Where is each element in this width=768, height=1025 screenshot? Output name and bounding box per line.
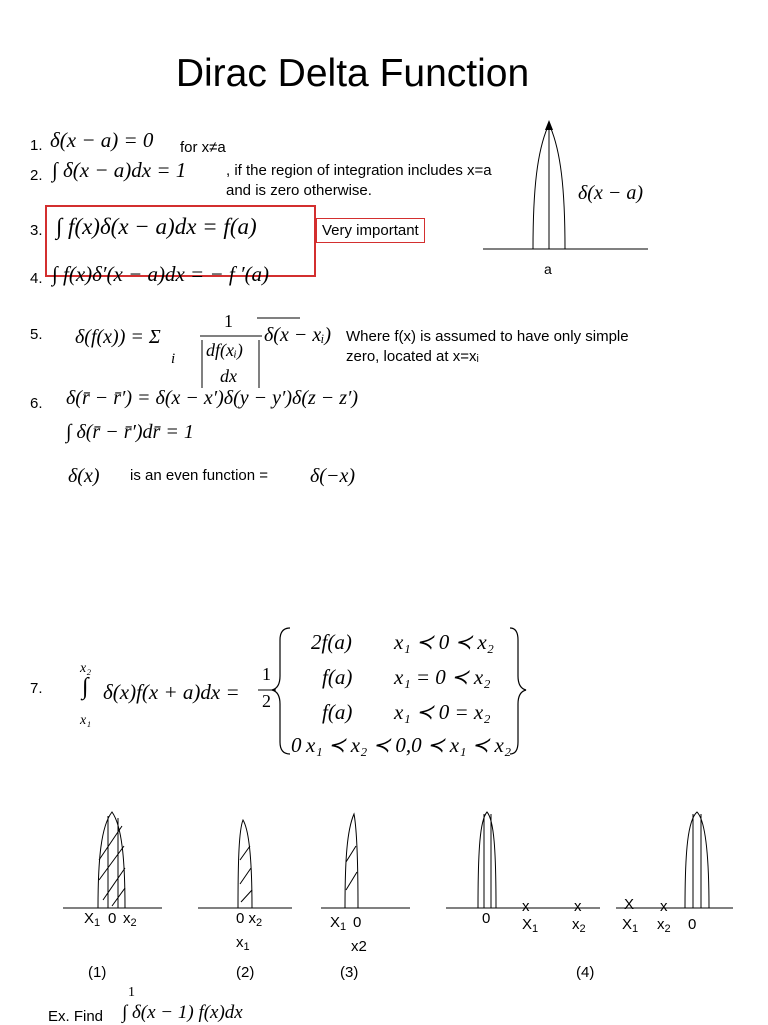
case-3-condition: x₁ ≺ 0 = x₂ — [394, 700, 491, 724]
equation-5-left: δ(f(x)) = Σ — [75, 326, 161, 348]
example-expression: ∫ δ(x − 1) f(x)dx — [122, 1002, 243, 1023]
fig1-label-x1: $X_1$ — [84, 910, 101, 929]
equation-5-denominator-top: df(xᵢ) — [206, 340, 243, 360]
item-number-5: 5. — [30, 326, 43, 343]
equation-5-right: δ(x − xᵢ) — [264, 324, 332, 346]
equation-1: δ(x − a) = 0 — [50, 128, 154, 152]
fig4b-label-0: 0 — [688, 916, 697, 933]
fig1-label-0: 0 — [108, 910, 117, 927]
equation-7-lower: x₁ — [80, 713, 92, 728]
example-upper-limit: 1 — [128, 985, 135, 1000]
equation-5-index: i — [171, 351, 176, 367]
fig2-caption: (2) — [236, 964, 255, 981]
equation-7-half-den: 2 — [262, 691, 271, 711]
note-1: for x≠a — [180, 139, 226, 156]
case-3-value: f(a) — [322, 700, 353, 724]
fig4b-cross-2: x — [660, 898, 668, 915]
equation-6b: ∫ δ(r̄ − r̄′)dr̄ = 1 — [66, 421, 194, 443]
top-figure-peak-label: δ(x − a) — [578, 182, 643, 204]
equation-7-body: δ(x)f(x + a)dx = — [103, 680, 240, 704]
case-4-value: 0 — [291, 733, 302, 757]
case-4-condition: x₁ ≺ x₂ ≺ 0,0 ≺ x₁ ≺ x₂ — [306, 733, 512, 757]
page-title: Dirac Delta Function — [175, 52, 530, 95]
fig4a-cross-1: x — [522, 898, 530, 915]
case-2-value: f(a) — [322, 665, 353, 689]
equation-7-integral: ∫ — [82, 674, 89, 700]
equation-7-half-num: 1 — [262, 664, 271, 684]
fig2-label-0x2: 0 $x_2$ — [236, 910, 263, 929]
case-1-value: 2f(a) — [311, 630, 352, 654]
fig1-label-x2: $x_2$ — [123, 910, 137, 929]
fig4b-cross-1: X — [624, 896, 635, 913]
note-2a: , if the region of integration includes x=a — [226, 162, 492, 179]
equation-6a: δ(r̄ − r̄′) = δ(x − x′)δ(y − y′)δ(z − z′) — [66, 387, 359, 409]
item-number-3: 3. — [30, 222, 43, 239]
item-number-2: 2. — [30, 167, 43, 184]
fig4a-peak — [478, 812, 496, 908]
case-2-condition: x₁ = 0 ≺ x₂ — [394, 665, 491, 689]
fig4a-cross-2: x — [574, 898, 582, 915]
fig4b-label-x2: $x_2$ — [657, 916, 671, 935]
top-peak-arrow — [545, 120, 553, 130]
fig1-caption: (1) — [88, 964, 107, 981]
fig3-label-0: 0 — [353, 914, 362, 931]
fig4b-peak — [685, 812, 709, 908]
equation-5-numerator: 1 — [224, 311, 233, 331]
item-number-7: 7. — [30, 680, 43, 697]
fig3-label-x1: $X_1$ — [330, 914, 347, 933]
fig4b-label-x1: $X_1$ — [622, 916, 639, 935]
example-prefix: Ex. Find — [48, 1008, 104, 1025]
fig2-peak — [238, 820, 252, 908]
case-1-condition: x₁ ≺ 0 ≺ x₂ — [394, 630, 494, 654]
fig3-hatch — [346, 846, 357, 890]
equation-2: ∫ δ(x − a)dx = 1 — [52, 158, 187, 182]
very-important-label: Very important — [316, 218, 425, 243]
fig3-caption: (3) — [340, 964, 359, 981]
item-number-6: 6. — [30, 395, 43, 412]
eq7-left-brace — [272, 628, 290, 754]
equation-3: ∫ f(x)δ(x − a)dx = f(a) — [56, 214, 257, 239]
item-number-4: 4. — [30, 270, 43, 287]
equation-4: ∫ f(x)δ′(x − a)dx = − f ′(a) — [52, 262, 270, 286]
even-right: δ(−x) — [310, 465, 355, 487]
eq7-right-brace — [510, 628, 526, 754]
fig2-label-x1: $x_1$ — [236, 934, 250, 953]
equation-7-upper: x₂ — [80, 661, 92, 676]
note-2b: and is zero otherwise. — [226, 182, 372, 199]
fig4a-label-x2: $x_2$ — [572, 916, 586, 935]
even-text: is an even function = — [130, 467, 269, 484]
fig4a-label-x1: $X_1$ — [522, 916, 539, 935]
equation-5-denominator-bottom: dx — [220, 366, 237, 386]
note-5a: Where f(x) is assumed to have only simple — [346, 328, 629, 345]
item-number-1: 1. — [30, 137, 43, 154]
fig4a-label-0: 0 — [482, 910, 491, 927]
top-figure-axis-label: a — [544, 261, 552, 277]
note-5b: zero, located at x=xᵢ — [346, 348, 479, 365]
fig3-label-x2: x2 — [351, 938, 367, 955]
fig4-caption: (4) — [576, 964, 595, 981]
even-left: δ(x) — [68, 465, 100, 487]
